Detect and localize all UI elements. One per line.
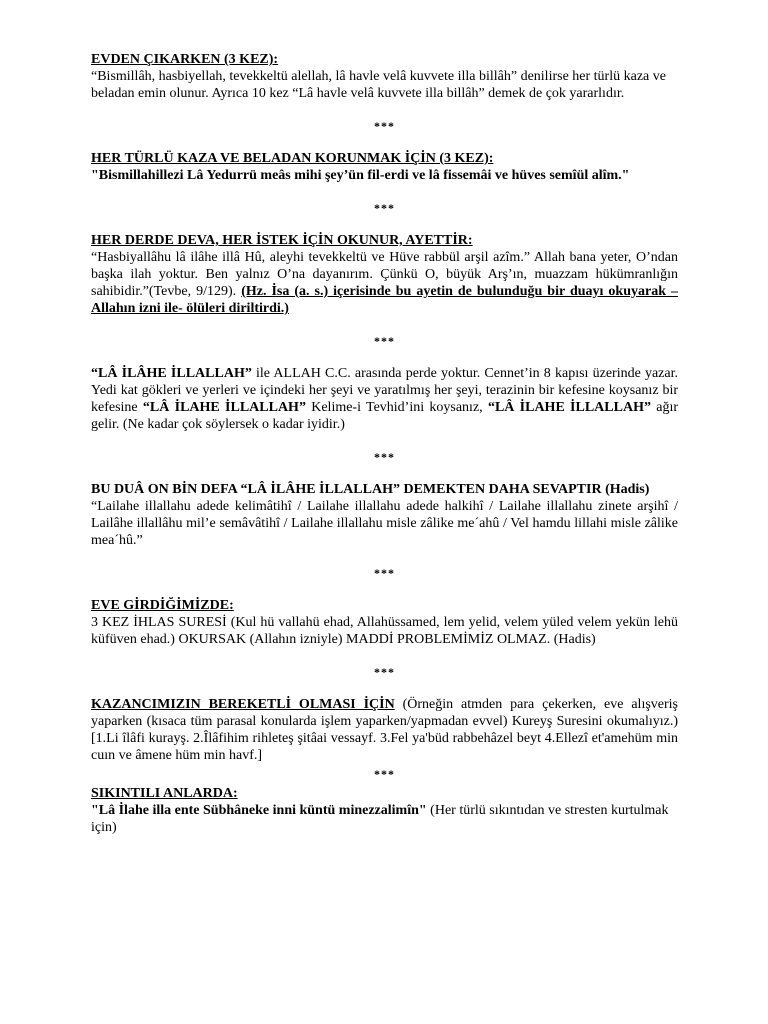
section-heading: HER TÜRLÜ KAZA VE BELADAN KORUNMAK İÇİN (3 KEZ): bbox=[91, 151, 494, 166]
section-income-blessing bbox=[91, 696, 678, 764]
bold-phrase: “LÂ İLAHE İLLALLAH” bbox=[487, 400, 651, 415]
section-leaving-home bbox=[91, 51, 678, 102]
text-run: (Her türlü sıkıntıdan ve stresten kurtulmak için) bbox=[91, 803, 669, 835]
bold-phrase: “LÂ İLAHE İLLALLAH” bbox=[142, 400, 306, 415]
section-difficult-times bbox=[91, 785, 678, 836]
document-page bbox=[91, 51, 678, 836]
text-run: ağır gelir. (Ne kadar çok söylersek o kadar iyidir.) bbox=[91, 400, 679, 432]
bold-phrase: “LÂ İLÂHE İLLALLAH” bbox=[91, 366, 252, 381]
section-prayer-reward bbox=[91, 481, 678, 549]
text-run: Kelime-i Tevhid’ini koysanız, bbox=[305, 400, 488, 415]
separator: *** bbox=[374, 201, 395, 215]
section-text bbox=[91, 365, 678, 433]
separator: *** bbox=[374, 767, 395, 781]
separator: *** bbox=[374, 665, 395, 679]
section-heading: BU DUÂ ON BİN DEFA “LÂ İLÂHE İLLALLAH” DEMEKTEN DAHA SEVAPTIR (Hadis) bbox=[91, 482, 650, 497]
section-text: “Bismillâh, hasbiyellah, tevekkeltü alellah, lâ havle velâ kuvvete illa billâh” denilirse her türlü kaza ve beladan emin olunur. Ayrıca 10 kez “Lâ havle velâ kuvvete illa billâh” demek de çok yararlıdır. bbox=[91, 69, 666, 101]
emphasis-text: (Hz. İsa (a. s.) içerisinde bu ayetin de bulunduğu bir duayı okuyarak –Allahın izni ile- ölüleri diriltirdi.) bbox=[91, 284, 679, 316]
section-text bbox=[91, 249, 678, 317]
section-heading: SIKINTILI ANLARDA: bbox=[91, 786, 238, 801]
section-protection bbox=[91, 150, 678, 184]
text-run: (Örneğin atmden para çekerken, eve alışveriş yaparken (kısaca tüm parasal konularda işlem yaparken/yapmadan evvel) Kureyş Suresini okumalıyız.) [1.Li îlâfi kurayş. 2.Îlâfihim rihleteş şitâai vessayf. 3.Fel ya'büd rabbehâzel beyt 4.Ellezî et'amehüm min cuın ve âmene hüm min havf.] bbox=[91, 697, 679, 763]
verse-text: “Hasbiyallâhu lâ ilâhe illâ Hû, aleyhi tevekkeltü ve Hüve rabbül arşil azîm.” Allah bana yeter, O’ndan başka ilah yoktur. Ben yalnız O’na dayanırım. Çünkü O, büyük Arş’ın, muazzam hükümranlığın sahibidir.”(Tevbe, 9/129). bbox=[91, 250, 678, 299]
section-la-ilahe bbox=[91, 365, 678, 433]
section-entering-home bbox=[91, 597, 678, 648]
section-heading: EVE GİRDİĞİMİZDE: bbox=[91, 598, 234, 613]
section-text bbox=[91, 802, 678, 836]
text-run: ile ALLAH C.C. arasında perde yoktur. Cennet’in 8 kapısı üzerinde yazar. Yedi kat gökleri ve yerleri ve içindeki her şeyi ve yaratılmış her şeyi, terazinin bir kefesine koysanız bir kefesine bbox=[91, 366, 679, 415]
separator: *** bbox=[374, 450, 395, 464]
section-text: “Lailahe illallahu adede kelimâtihî / Lailahe illallahu adede halkihî / Lailahe illallahu zinete arşihî / Lailâhe illallâhu mil’e semâvâtihî / Lailahe illallahu misle zâlike me´ahû / Vel hamdu lillahi misle zâlike mea´hû.” bbox=[91, 499, 678, 548]
section-text: 3 KEZ İHLAS SURESİ (Kul hü vallahü ehad, Allahüssamed, lem yelid, velem yüled velem yekün lehü küfüven ehad.) OKURSAK (Allahın izniyle) MADDİ PROBLEMİMİZ OLMAZ. (Hadis) bbox=[91, 615, 678, 647]
section-every-trouble bbox=[91, 232, 678, 317]
section-text: "Bismillahillezi Lâ Yedurrü meâs mihi şey’ün fil-erdi ve lâ fissemâi ve hüves semîül alîm." bbox=[91, 168, 630, 183]
separator: *** bbox=[374, 566, 395, 580]
section-heading: EVDEN ÇIKARKEN (3 KEZ): bbox=[91, 52, 279, 67]
section-heading: HER DERDE DEVA, HER İSTEK İÇİN OKUNUR, AYETTİR: bbox=[91, 233, 473, 248]
section-text bbox=[91, 696, 678, 764]
separator: *** bbox=[374, 334, 395, 348]
section-heading: KAZANCIMIZIN BEREKETLİ OLMASI İÇİN bbox=[91, 697, 395, 712]
separator: *** bbox=[374, 119, 395, 133]
bold-phrase: "Lâ İlahe illa ente Sübhâneke inni küntü minezzalimîn" bbox=[91, 803, 427, 818]
